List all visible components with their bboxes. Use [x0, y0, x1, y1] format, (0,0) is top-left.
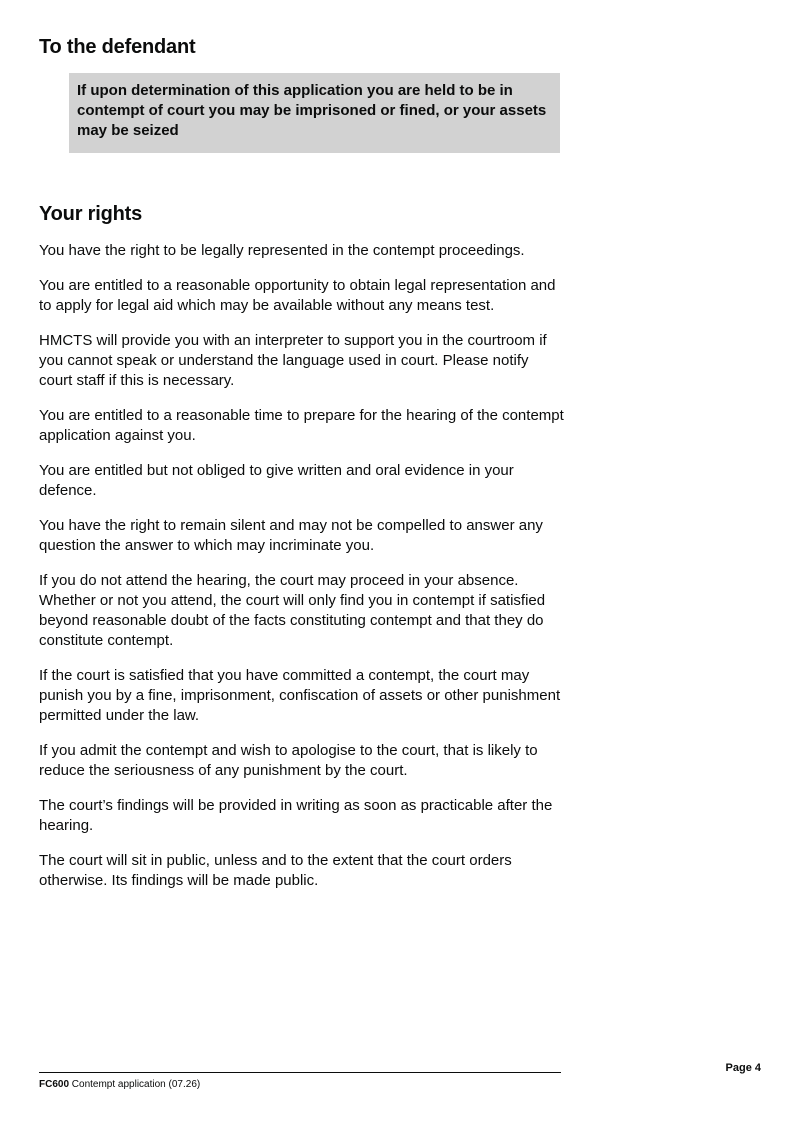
page-number: Page 4: [725, 1062, 761, 1074]
form-title: Contempt application (07.26): [71, 1079, 201, 1090]
warning-notice: If upon determination of this application you are held to be in contempt of court you may be imprisoned or fined, or your assets may be seized: [69, 73, 560, 153]
form-code: FC600: [39, 1079, 70, 1090]
rights-paragraph: You are entitled to a reasonable time to prepare for the hearing of the contempt application against you.: [39, 407, 564, 444]
rights-paragraph: If you admit the contempt and wish to apologise to the court, that is likely to reduce the seriousness of any punishment by the court.: [39, 742, 538, 779]
rights-paragraph: You are entitled to a reasonable opportunity to obtain legal representation and to apply for legal aid which may be available without any means test.: [39, 277, 556, 314]
rights-paragraph: The court will sit in public, unless and to the extent that the court orders otherwise. Its findings will be made public.: [39, 852, 512, 889]
defendant-heading: To the defendant: [39, 36, 196, 58]
rights-paragraph: You are entitled but not obliged to give written and oral evidence in your defence.: [39, 462, 514, 499]
rights-paragraph: The court’s findings will be provided in writing as soon as practicable after the hearing.: [39, 797, 553, 834]
rights-heading: Your rights: [39, 203, 142, 225]
rights-paragraph: You have the right to remain silent and may not be compelled to answer any question the answer to which may incriminate you.: [39, 517, 543, 554]
rights-paragraph: If you do not attend the hearing, the court may proceed in your absence. Whether or not you attend, the court will only find you in contempt if satisfied beyond reasonable doubt of the facts constituting contempt and that they do constitute contempt.: [39, 572, 546, 649]
rights-paragraph: If the court is satisfied that you have committed a contempt, the court may punish you by a fine, imprisonment, confiscation of assets or other punishment permitted under the law.: [39, 667, 561, 724]
rights-paragraph: HMCTS will provide you with an interpreter to support you in the courtroom if you cannot speak or understand the language used in court. Please notify court staff if this is necessary.: [39, 332, 547, 389]
footer-form-reference: [39, 1079, 200, 1091]
rights-paragraph: You have the right to be legally represented in the contempt proceedings.: [39, 242, 525, 259]
footer-divider: [39, 1072, 561, 1073]
rights-list: [39, 241, 565, 906]
